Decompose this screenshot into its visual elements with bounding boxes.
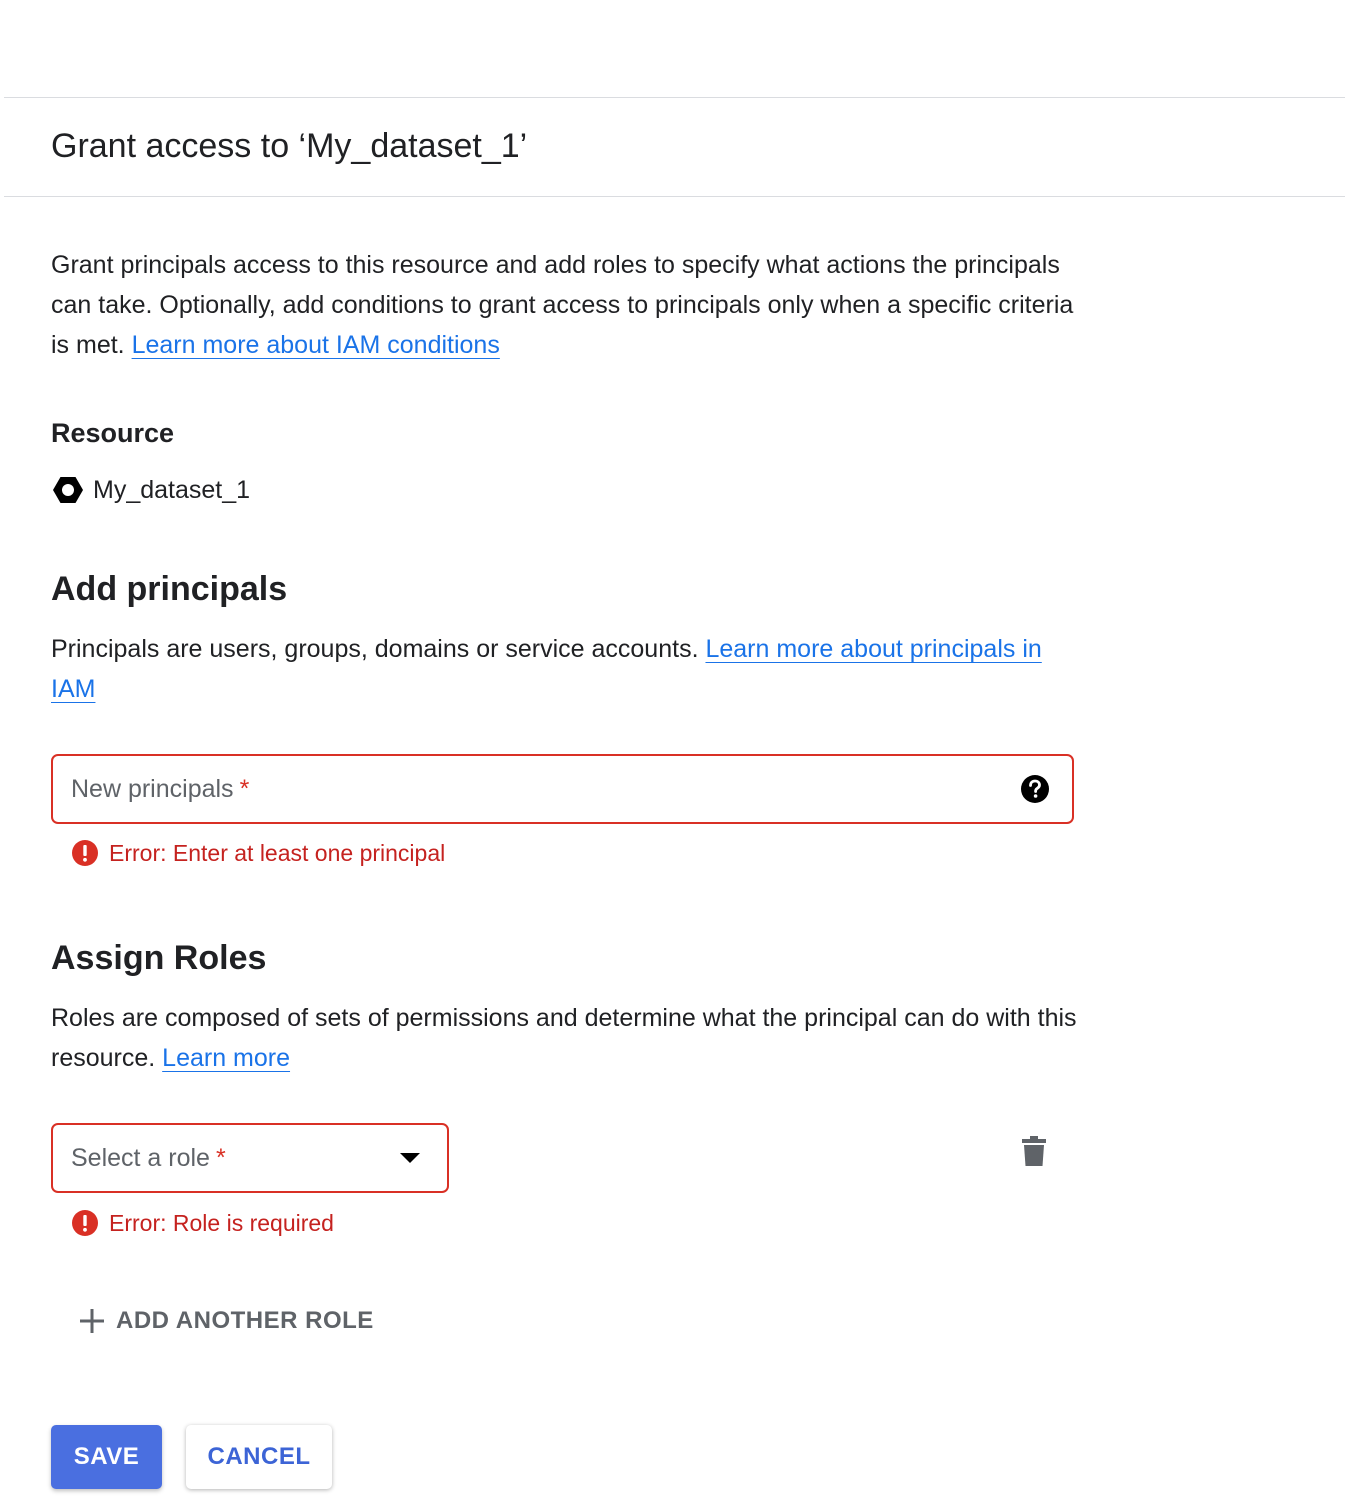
trash-icon[interactable]: [1017, 1132, 1051, 1170]
dataset-hexagon-icon: [51, 473, 85, 507]
learn-more-principals-link[interactable]: Learn more about principals in IAM: [51, 635, 1042, 703]
required-asterisk: *: [215, 1143, 226, 1172]
select-role-dropdown[interactable]: [51, 1123, 449, 1193]
save-button[interactable]: SAVE: [51, 1425, 162, 1489]
plus-icon: [76, 1305, 108, 1337]
add-another-role-label: ADD ANOTHER ROLE: [116, 1307, 374, 1334]
roles-description-text: Roles are composed of sets of permissions and determine what the principal can do with this resource.: [51, 1004, 1077, 1072]
dialog-title: Grant access to ‘My_dataset_1’: [51, 127, 528, 165]
learn-more-roles-link[interactable]: Learn more: [162, 1044, 291, 1072]
required-asterisk: *: [239, 774, 250, 803]
arrow-drop-down-icon: [399, 1152, 421, 1164]
title-divider: [4, 196, 1345, 197]
resource-item: [51, 470, 250, 510]
resource-name: My_dataset_1: [93, 475, 251, 504]
principals-error: [71, 837, 445, 869]
add-principals-heading: Add principals: [51, 570, 288, 608]
cancel-button[interactable]: CANCEL: [186, 1425, 332, 1489]
help-circle-icon[interactable]: [1018, 772, 1052, 806]
role-error: [71, 1207, 334, 1239]
select-role-label: Select a role *: [71, 1143, 226, 1172]
resource-label: Resource: [51, 418, 175, 448]
error-icon: [71, 1209, 99, 1237]
intro-description: Grant principals access to this resource and add roles to specify what actions the principals can take. Optionally, add conditions to grant access to principals only when a specific criteria is met.: [51, 251, 1074, 359]
intro-text: [51, 245, 1081, 365]
principals-error-text: Error: Enter at least one principal: [109, 839, 446, 866]
add-principals-description: [51, 629, 1081, 709]
assign-roles-heading: Assign Roles: [51, 939, 267, 977]
role-error-text: Error: Role is required: [109, 1209, 334, 1236]
top-divider: [4, 97, 1345, 98]
assign-roles-description: [51, 998, 1081, 1078]
new-principals-label: New principals *: [71, 774, 250, 803]
new-principals-field[interactable]: [51, 754, 1074, 824]
principals-description-text: Principals are users, groups, domains or service accounts.: [51, 635, 699, 663]
new-principals-input[interactable]: [259, 775, 1018, 804]
add-another-role-button[interactable]: [76, 1301, 374, 1341]
learn-more-iam-conditions-link[interactable]: Learn more about IAM conditions: [131, 331, 500, 359]
error-icon: [71, 839, 99, 867]
